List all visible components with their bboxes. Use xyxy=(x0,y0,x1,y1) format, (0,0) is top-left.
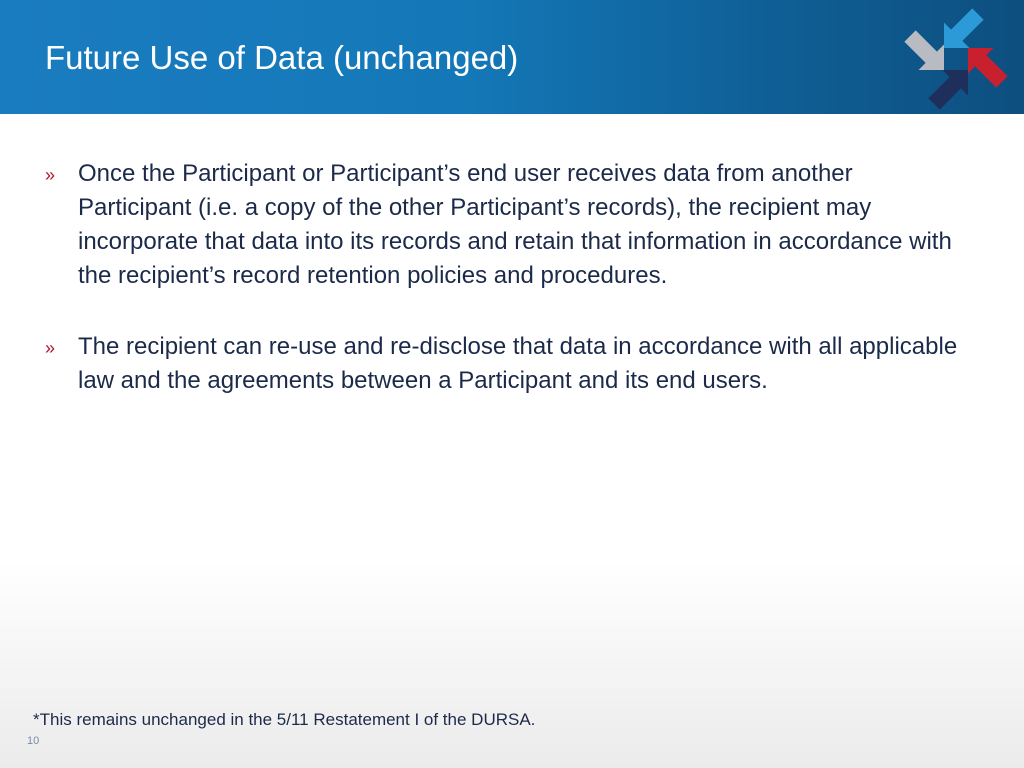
bullet-marker-icon: » xyxy=(45,338,56,358)
converging-arrows-logo-icon xyxy=(888,0,1024,114)
bullet-item xyxy=(45,330,965,398)
bullet-text: Once the Participant or Participant’s end user receives data from another Participant (i.e. a copy of the other Participant’s records), the recipient may incorporate that data into its records and retain that information in accordance with the recipient’s record retention policies and procedures. xyxy=(78,160,952,289)
page-number: 10 xyxy=(27,735,40,747)
bullet-list xyxy=(45,157,965,435)
bullet-marker-icon: » xyxy=(45,165,56,185)
bullet-text: The recipient can re-use and re-disclose that data in accordance with all applicable law and the agreements between a Participant and its end users. xyxy=(78,333,958,394)
title-banner xyxy=(0,0,1024,114)
bullet-item xyxy=(45,157,965,293)
slide-title: Future Use of Data (unchanged) xyxy=(45,39,519,76)
footnote: *This remains unchanged in the 5/11 Restatement I of the DURSA. xyxy=(33,710,536,729)
